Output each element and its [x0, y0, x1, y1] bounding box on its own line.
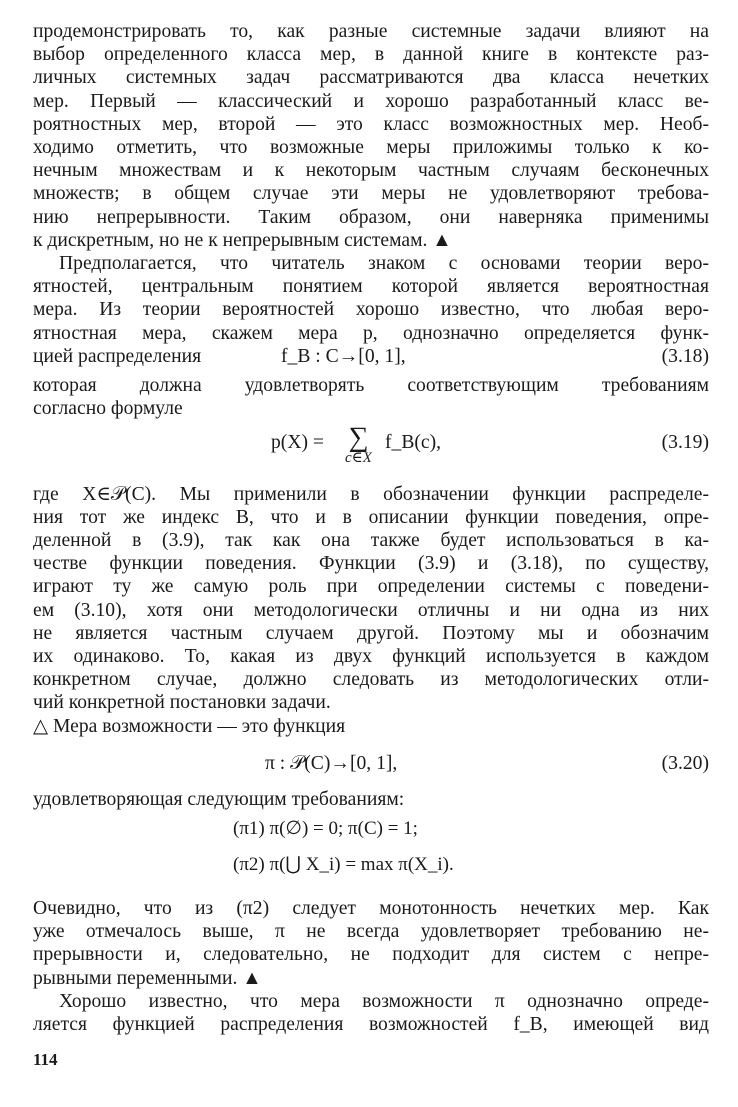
- equation-3-19: [33, 421, 709, 479]
- requirements-block: [33, 811, 709, 887]
- sum-subscript: c∈X: [345, 449, 372, 466]
- equation-number: (3.20): [661, 752, 709, 774]
- text-line: роятностных мер, второй — это класс возможностных мер. Необ-: [33, 113, 709, 135]
- equation-expression: π : 𝒫(C)→[0, 1],: [265, 752, 398, 774]
- text-line: удовлетворяющая следующим требованиям:: [33, 788, 405, 810]
- text-line: продемонстрировать то, как разные системные задачи влияют на: [33, 21, 709, 42]
- page-body: [33, 20, 709, 1036]
- paragraph-3: [33, 374, 709, 420]
- text-line: не является частным случаем другой. Поэтому мы и обозначим: [33, 622, 709, 644]
- text-line: ния тот же индекс B, что и в описании функции поведения, опре-: [33, 506, 709, 528]
- text-line: уже отмечалось выше, π не всегда удовлетворяет требованию не-: [33, 921, 709, 943]
- equation-number: (3.18): [661, 346, 709, 368]
- paragraph-6: [33, 788, 709, 811]
- text-line: нию непрерывности. Таким образом, они наверняка применимы: [33, 206, 709, 228]
- text-line: ляется функцией распределения возможностей f_B, имеющей вид: [33, 1014, 709, 1036]
- paragraph-4: [33, 483, 709, 715]
- text-line: Очевидно, что из (π2) следует монотонность нечетких мер. Как: [33, 898, 709, 920]
- paragraph-1: [33, 20, 709, 252]
- requirement-pi2: (π2) π(⋃ X_i) = max π(X_i).: [233, 854, 454, 876]
- text-line: их одинаково. То, какая из двух функций используется в каждом: [33, 646, 709, 668]
- text-line: Хорошо известно, что мера возможности π однозначно опреде-: [59, 990, 709, 1012]
- text-line: играют ту же самую роль при определении системы с поведени-: [33, 576, 709, 598]
- paragraph-8: [33, 990, 709, 1036]
- text-line: ятностная мера, скажем мера p, однозначно определяется функ-: [33, 322, 709, 344]
- text-line: честве функции поведения. Функции (3.9) и (3.18), по существу,: [33, 553, 709, 575]
- text-line: деленной в (3.9), так как она также будет использоваться в ка-: [33, 530, 709, 552]
- text-line: нечным множествам и к некоторым частным случаям бесконечных: [33, 160, 709, 182]
- equation-rhs: f_B(c),: [385, 431, 442, 453]
- paragraph-5: [33, 715, 709, 738]
- equation-number: (3.19): [661, 431, 709, 453]
- text-line: множеств; в общем случае эти меры не удовлетворяют требова-: [33, 183, 709, 205]
- text-line: согласно формуле: [33, 398, 183, 420]
- requirement-pi1: (π1) π(∅) = 0; π(C) = 1;: [233, 818, 418, 840]
- text-line: Предполагается, что читатель знаком с основами теории веро-: [59, 253, 709, 275]
- paragraph-7: [33, 897, 709, 990]
- text-line: к дискретным, но не к непрерывным системам. ▲: [33, 229, 452, 251]
- text-line: рывными переменными. ▲: [33, 967, 262, 989]
- text-line: прерывности и, следовательно, не подходит для систем с непре-: [33, 944, 709, 966]
- sum-operator: [345, 421, 372, 466]
- text-line: ятностей, центральным понятием которой является вероятностная: [33, 276, 709, 298]
- text-line: чий конкретной постановки задачи.: [33, 692, 331, 714]
- text-line: где X∈𝒫(C). Мы применили в обозначении функции распределе-: [33, 483, 709, 505]
- text-line: выбор определенного класса мер, в данной книге в контексте раз-: [33, 44, 709, 66]
- equation-expression: f_B : C→[0, 1],: [281, 346, 406, 368]
- equation-3-18: [33, 345, 709, 368]
- text-line: мера. Из теории вероятностей хорошо известно, что любая веро-: [33, 299, 709, 321]
- text-line: мер. Первый — классический и хорошо разработанный класс ве-: [33, 90, 709, 112]
- sigma-symbol: ∑: [348, 421, 369, 453]
- equation-3-20: [33, 752, 709, 788]
- equation-lhs: p(X) =: [271, 431, 324, 453]
- text-line: ем (3.10), хотя они методологически отличны и ни одна из них: [33, 599, 709, 621]
- text-line: конкретном случае, должно следовать из методологических отли-: [33, 669, 709, 691]
- text-line: цией распределения: [33, 345, 202, 367]
- page-number: 114: [33, 1050, 58, 1069]
- text-line: ходимо отметить, что возможные меры приложимы только к ко-: [33, 137, 709, 159]
- text-line: △ Мера возможности — это функция: [33, 715, 346, 737]
- text-line: которая должна удовлетворять соответствующим требованиям: [33, 375, 709, 397]
- text-line: личных системных задач рассматриваются два класса нечетких: [33, 67, 709, 89]
